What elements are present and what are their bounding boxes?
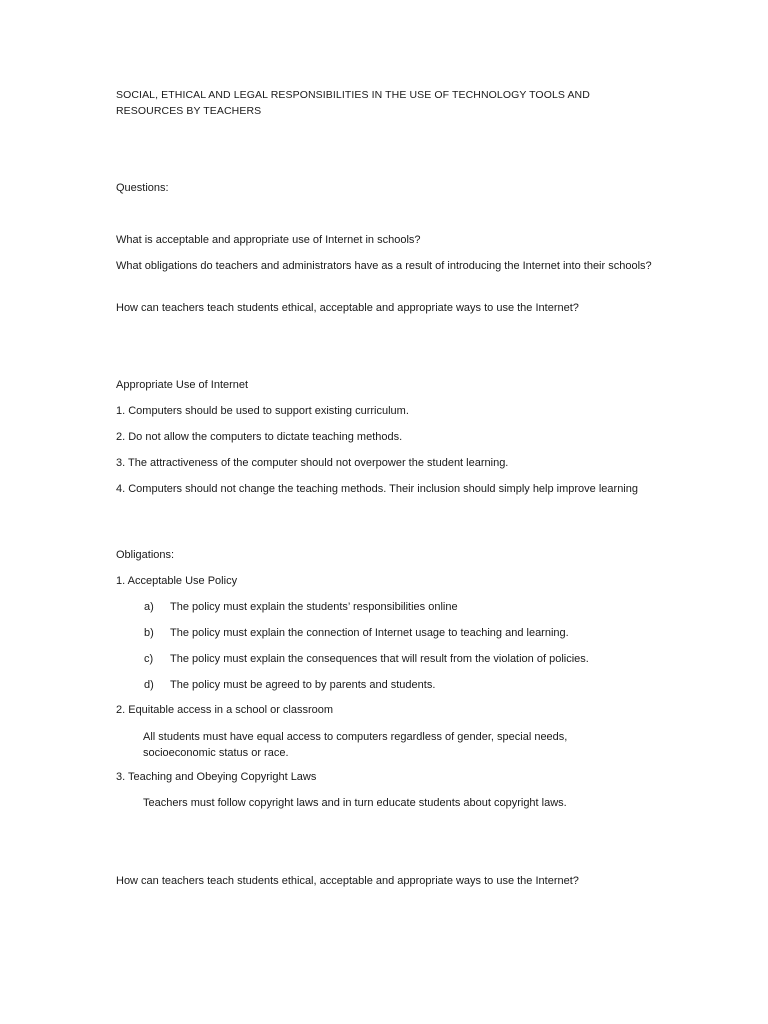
- question-2: What obligations do teachers and administrators have as a result of introducing the Internet into their schools?: [116, 260, 652, 272]
- questions-heading: Questions:: [116, 182, 169, 194]
- policy-item-a-label: a): [144, 601, 154, 613]
- policy-item-d-text: The policy must be agreed to by parents and students.: [170, 679, 436, 691]
- obligation-3-text: Teachers must follow copyright laws and in turn educate students about copyright laws.: [143, 797, 567, 809]
- appropriate-use-heading: Appropriate Use of Internet: [116, 379, 249, 391]
- policy-item-c-label: c): [144, 653, 154, 665]
- obligation-2-heading: 2. Equitable access in a school or classroom: [116, 704, 334, 716]
- appropriate-item-3: 3. The attractiveness of the computer should not overpower the student learning.: [116, 457, 509, 469]
- obligation-1-heading: 1. Acceptable Use Policy: [116, 575, 238, 587]
- document-title: SOCIAL, ETHICAL AND LEGAL RESPONSIBILITIES IN THE USE OF TECHNOLOGY TOOLS AND RESOURCES BY TEACHERS: [116, 89, 590, 117]
- obligation-2-text: All students must have equal access to computers regardless of gender, special needs, socioeconomic status or race.: [143, 731, 568, 759]
- policy-item-d-label: d): [144, 679, 154, 691]
- closing-question: How can teachers teach students ethical, acceptable and appropriate ways to use the Internet?: [116, 875, 579, 887]
- policy-item-a-text: The policy must explain the students’ responsibilities online: [170, 601, 458, 613]
- policy-item-b-text: The policy must explain the connection of Internet usage to teaching and learning.: [170, 627, 569, 639]
- appropriate-item-2: 2. Do not allow the computers to dictate teaching methods.: [116, 431, 403, 443]
- policy-item-b-label: b): [144, 627, 154, 639]
- appropriate-item-1: 1. Computers should be used to support existing curriculum.: [116, 405, 409, 417]
- policy-item-c-text: The policy must explain the consequences that will result from the violation of policies.: [170, 653, 589, 665]
- obligations-heading: Obligations:: [116, 549, 175, 561]
- obligation-3-heading: 3. Teaching and Obeying Copyright Laws: [116, 771, 317, 783]
- question-3: How can teachers teach students ethical, acceptable and appropriate ways to use the Internet?: [116, 302, 579, 314]
- appropriate-item-4: 4. Computers should not change the teaching methods. Their inclusion should simply help improve learning: [116, 483, 638, 495]
- question-1: What is acceptable and appropriate use of Internet in schools?: [116, 234, 421, 246]
